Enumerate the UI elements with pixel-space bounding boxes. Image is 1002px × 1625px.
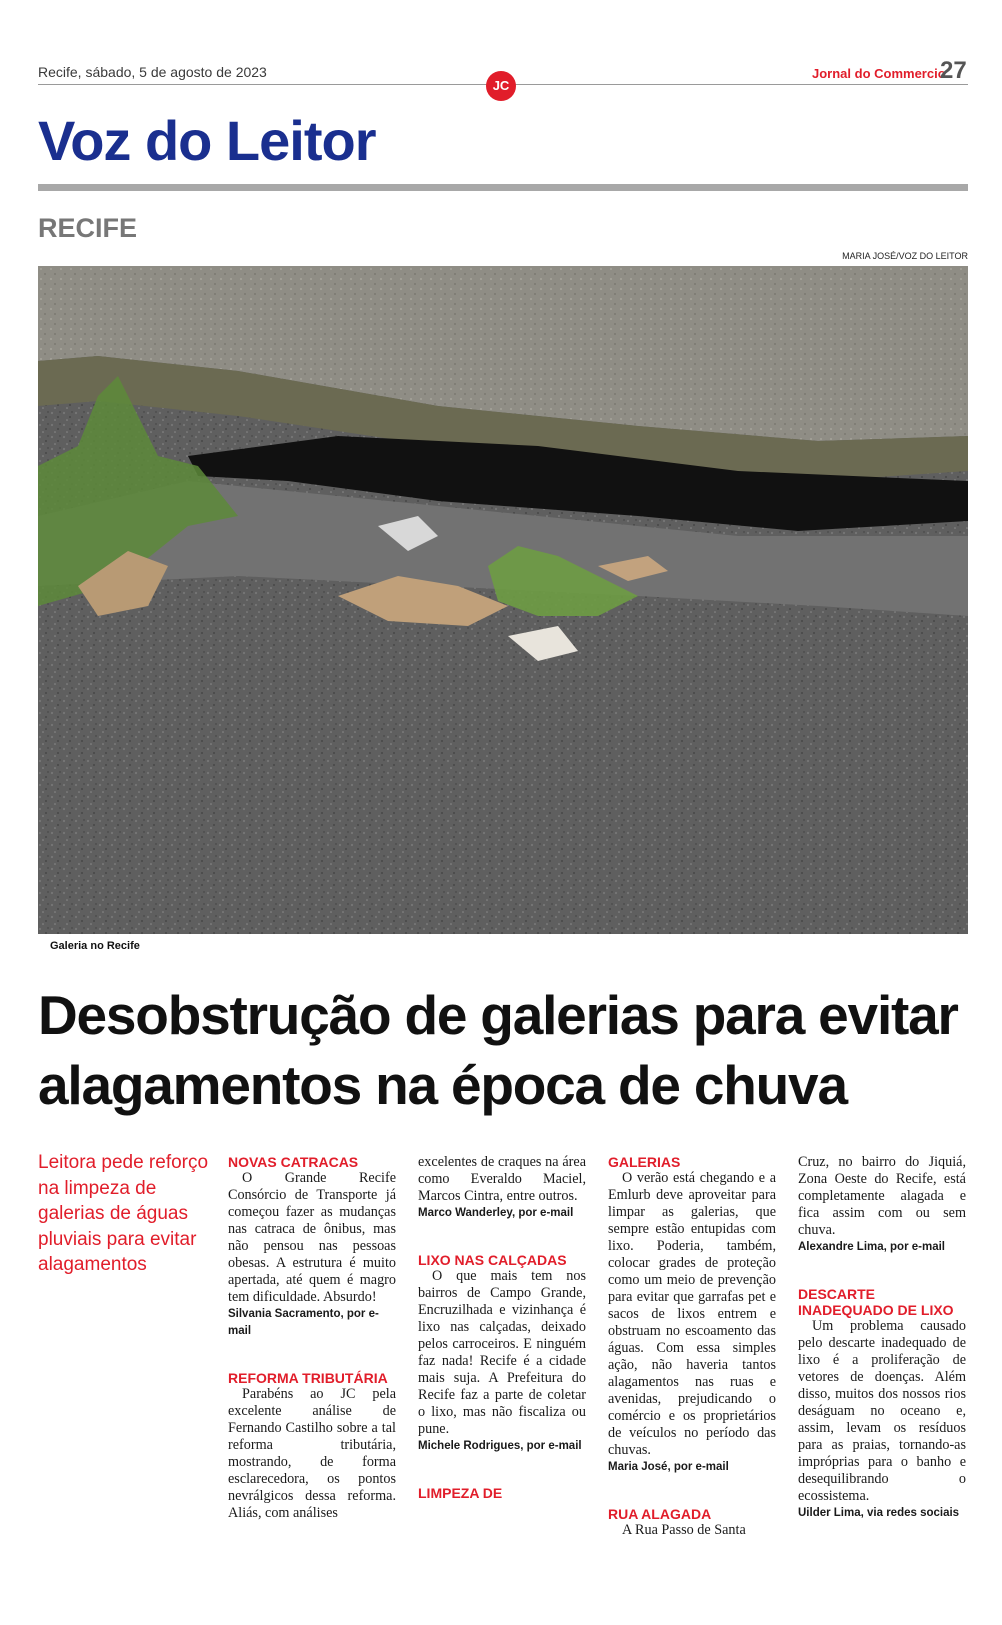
letter-body: O Grande Recife Consórcio de Transporte já começou fazer as mudanças nas catraca de ônibus, mas não pensou nas pessoas obesas. A estrutura é muito apertada, até quem é magro tem dificuldade. Absurdo!: [228, 1170, 396, 1305]
section-kicker: RECIFE: [38, 213, 138, 243]
letter-title: RUA ALAGADA: [608, 1506, 712, 1522]
edition-date: Recife, sábado, 5 de agosto de 2023: [38, 64, 267, 80]
letter-signature: Marco Wanderley, por e-mail: [418, 1207, 574, 1219]
photo-caption: Galeria no Recife: [50, 940, 140, 952]
letter-title: REFORMA TRIBUTÁRIA: [228, 1370, 388, 1386]
storm-drain-illustration: [38, 266, 968, 934]
letter-body: A Rua Passo de Santa: [622, 1522, 746, 1538]
headline: [38, 980, 978, 1120]
deck: Leitora pede reforço na limpeza de galerias de águas pluviais para evitar alagamentos: [38, 1152, 209, 1275]
letter-signature: Maria José, por e-mail: [608, 1461, 729, 1473]
page-number: 27: [940, 57, 967, 84]
column-3: [608, 1154, 776, 1539]
headline-line-1: Desobstrução de galerias para evitar: [38, 984, 958, 1046]
letter-signature: Alexandre Lima, por e-mail: [798, 1241, 945, 1253]
letter-body-continued: excelentes de craques na área como Everaldo Maciel, Marcos Cintra, entre outros.: [418, 1154, 586, 1204]
letter-title: LIMPEZA DE: [418, 1485, 503, 1501]
section-divider: [38, 184, 968, 191]
storm-drain-photo: [38, 266, 968, 934]
letter-title: LIXO NAS CALÇADAS: [418, 1252, 567, 1268]
letter-signature: Uilder Lima, via redes sociais: [798, 1507, 960, 1519]
column-1: [228, 1154, 396, 1522]
column-4: [798, 1154, 966, 1522]
letter-title: NOVAS CATRACAS: [228, 1154, 359, 1170]
newspaper-name: Jornal do Commercio: [812, 66, 946, 81]
letter-title: GALERIAS: [608, 1154, 681, 1170]
letter-body: O verão está chegando e a Emlurb deve aproveitar para limpar as galerias, que sempre estão entupidas com lixo. Poderia, também, colocar grades de proteção como um meio de prevenção para evitar que garrafas pet e sacos de lixos entrem e obstruam no escoamento das águas. Com essa simples ação, não haveria tantos alagamentos nas ruas e avenidas, prejudicando o comércio e os proprietários de veículos no período das chuvas.: [608, 1170, 776, 1458]
letter-body-continued: Cruz, no bairro do Jiquiá, Zona Oeste do Recife, está completamente alagada e fica assim com ou sem chuva.: [798, 1154, 966, 1238]
letter-signature: Michele Rodrigues, por e-mail: [418, 1440, 582, 1452]
letter-body: Um problema causado pelo descarte inadequado de lixo é a proliferação de vetores de doenças. Além disso, muitos dos nossos rios deságuam no oceano e, assim, levam os resíduos para as praias, tornando-as impróprias para o banho e desequilibrando o ecossistema.: [798, 1318, 966, 1504]
photo-credit: MARIA JOSÉ/VOZ DO LEITOR: [842, 251, 968, 261]
headline-line-2: alagamentos na época de chuva: [38, 1054, 847, 1116]
letter-body: Parabéns ao JC pela excelente análise de Fernando Castilho sobre a tal reforma tributária, mostrando, de forma esclarecedora, os pontos nevrálgicos dessa reforma. Aliás, com análises: [228, 1386, 396, 1521]
section-title: Voz do Leitor: [38, 109, 376, 172]
column-2: [418, 1154, 586, 1501]
jc-logo: JC: [486, 71, 516, 101]
letter-signature: Silvania Sacramento, por e-mail: [228, 1308, 379, 1337]
letter-title: DESCARTE INADEQUADO DE LIXO: [798, 1286, 954, 1318]
letter-body: O que mais tem nos bairros de Campo Grande, Encruzilhada e vizinhança é lixo nas calçadas, deixado pelos carroceiros. E ninguém faz nada! Recife é a cidade mais suja. A Prefeitura do Recife faz a parte de coletar o lixo, mas não fiscaliza ou pune.: [418, 1268, 586, 1437]
